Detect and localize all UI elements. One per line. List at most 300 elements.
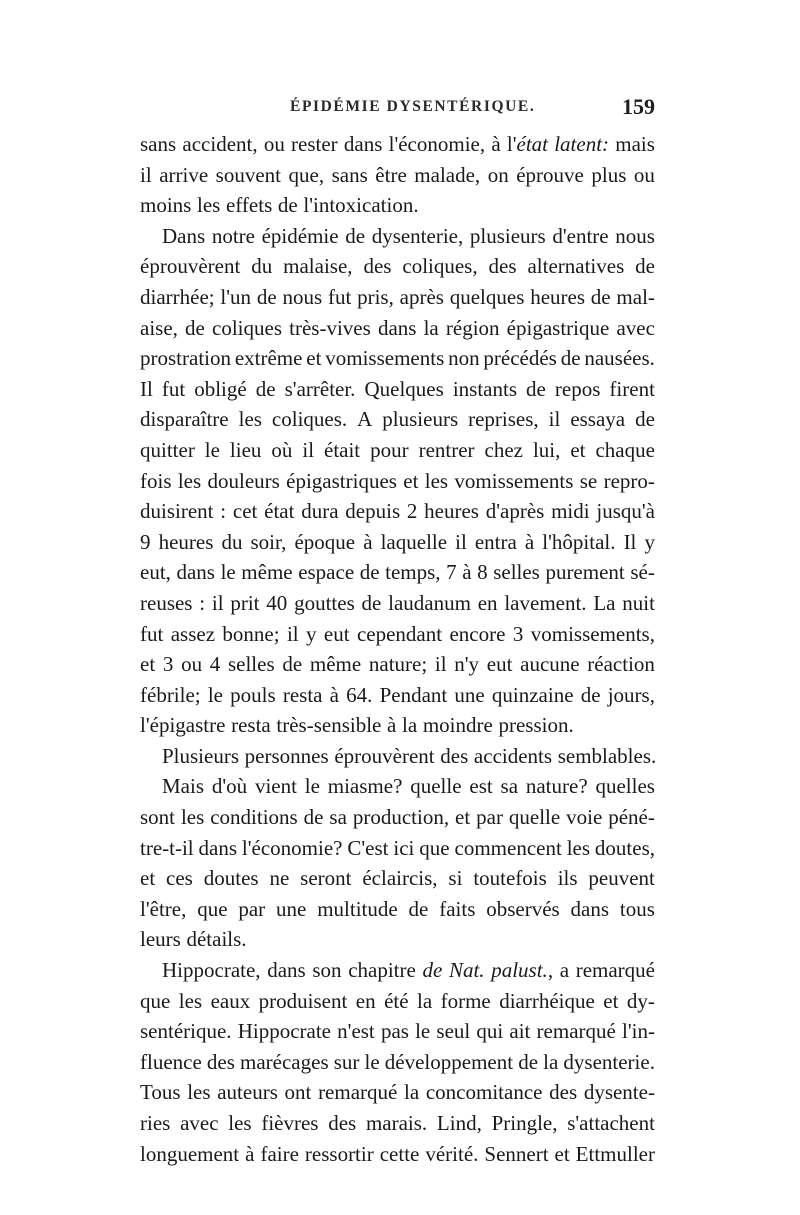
word: n'est	[337, 1019, 375, 1044]
word: nature?	[525, 774, 588, 799]
word: repos	[554, 376, 601, 401]
word: il	[286, 621, 299, 646]
word: moins	[140, 193, 192, 218]
word: de	[359, 560, 380, 585]
word: prit	[230, 590, 260, 615]
word: dans	[176, 560, 215, 585]
text-line	[140, 955, 655, 986]
word: marécages	[240, 1049, 329, 1074]
word: plusieurs	[469, 223, 546, 248]
word: dans	[343, 132, 383, 156]
word: fut	[327, 284, 352, 309]
word: ils	[557, 866, 578, 891]
word: duisirent	[140, 499, 214, 524]
word: dans	[570, 896, 610, 921]
word: qui	[476, 1019, 504, 1044]
word: il	[434, 652, 447, 677]
word: vomissements	[325, 346, 445, 371]
word: forme	[440, 988, 491, 1013]
word: dysenterie.	[563, 1049, 655, 1074]
word: d'où	[211, 774, 248, 799]
word: selles	[227, 652, 275, 677]
text-line	[140, 894, 655, 925]
word: vomissements	[454, 468, 574, 493]
text-line	[140, 435, 655, 466]
word: la	[404, 1080, 420, 1105]
word: l'épigastre	[140, 713, 226, 738]
word: sa	[500, 774, 519, 799]
word: malade,	[414, 162, 481, 187]
word: laquelle	[380, 529, 448, 554]
word: faits	[439, 896, 476, 921]
word: très-sensible	[276, 713, 382, 738]
word: de	[303, 805, 324, 830]
text-line	[140, 496, 655, 527]
word: sans	[140, 132, 177, 156]
word: longuement	[140, 1141, 240, 1166]
word: 40	[266, 590, 288, 615]
word: eut,	[140, 560, 171, 585]
word: il	[548, 407, 561, 432]
word: nausées.	[584, 346, 655, 371]
word: pouls	[230, 682, 276, 707]
word: les	[238, 407, 262, 432]
word: 3	[512, 621, 524, 646]
word: essaya	[570, 407, 626, 432]
word: se	[579, 468, 598, 493]
word: aucune	[520, 652, 580, 677]
word: purement	[545, 560, 625, 585]
text-line	[140, 557, 655, 588]
word: mais	[615, 132, 655, 156]
word: production,	[352, 805, 450, 830]
word: multitude	[317, 896, 398, 921]
word: détails.	[186, 927, 247, 952]
word: péné-	[608, 805, 655, 830]
word: extrême	[234, 346, 303, 371]
word: tous	[619, 896, 655, 921]
word: Il	[140, 376, 153, 401]
text-line	[140, 833, 655, 864]
word: éclaircis,	[362, 866, 438, 891]
word: rester	[291, 132, 338, 156]
word: le	[220, 560, 236, 585]
word: prostration	[140, 346, 231, 371]
word: dysenterie,	[371, 223, 464, 248]
word: personnes	[244, 743, 329, 768]
word: la	[423, 315, 439, 340]
word: :	[220, 499, 227, 524]
word: Plusieurs	[162, 743, 240, 768]
word: entra	[474, 529, 517, 554]
word: le	[204, 437, 220, 462]
word: ressortir	[304, 1141, 374, 1166]
word: précédés	[483, 346, 557, 371]
word: les	[178, 988, 203, 1013]
word: et	[554, 1141, 570, 1166]
word: alternatives	[527, 254, 625, 279]
word: resta	[231, 713, 271, 738]
word: avec	[180, 1111, 219, 1135]
word: le	[207, 682, 223, 707]
word: obligé	[194, 376, 247, 401]
word: encore	[449, 621, 506, 646]
word: que	[140, 988, 171, 1013]
word: marais.	[365, 1111, 428, 1135]
word: et	[570, 437, 586, 462]
word: ou	[181, 652, 203, 677]
word: à	[245, 1141, 255, 1166]
word: cette	[379, 1141, 420, 1166]
text-line	[140, 282, 655, 313]
word: eaux	[210, 988, 251, 1013]
word: quelle	[410, 774, 462, 799]
word: fut	[161, 376, 186, 401]
word: toutefois	[473, 866, 547, 891]
word: il	[140, 162, 152, 187]
word: fluence	[140, 1049, 202, 1074]
word: remarqué	[575, 958, 655, 983]
word: et	[306, 346, 322, 371]
word: les	[424, 468, 449, 493]
word: développement	[384, 1049, 514, 1074]
word: que	[419, 835, 450, 860]
word: La	[593, 590, 616, 615]
word: de	[408, 896, 429, 921]
word: de	[282, 652, 303, 677]
word: l'un	[220, 284, 252, 309]
word: nature;	[368, 652, 428, 677]
word: l'être,	[140, 896, 187, 921]
word: et	[403, 468, 419, 493]
word: les	[177, 468, 202, 493]
word: 9	[140, 529, 151, 554]
word: reprises,	[468, 407, 539, 432]
word: chaque	[595, 437, 655, 462]
word: et	[455, 805, 471, 830]
text-line	[140, 343, 655, 374]
word: du	[221, 529, 243, 554]
word: jours,	[607, 682, 655, 707]
text-line	[140, 924, 655, 955]
word: fièvres	[261, 1111, 319, 1135]
word: l'hôpital.	[542, 529, 616, 554]
word: de	[422, 958, 443, 983]
word: et	[140, 652, 156, 677]
text-line	[140, 1108, 655, 1139]
word: s'arrêter.	[284, 376, 356, 401]
word: Dans	[162, 223, 206, 248]
word: est	[469, 774, 493, 799]
word: même	[241, 560, 293, 585]
word: le	[415, 1019, 431, 1044]
word: sa	[329, 805, 347, 830]
word: éprouve	[516, 162, 584, 187]
word: il	[211, 590, 224, 615]
text-line	[140, 190, 655, 221]
word: le	[364, 1049, 380, 1074]
word: Mais	[162, 774, 204, 799]
word: Hippocrate,	[162, 958, 261, 983]
word: jusqu'à	[596, 499, 655, 524]
word: Quelques	[364, 376, 444, 401]
word: ries	[140, 1111, 171, 1135]
word: la	[417, 988, 433, 1013]
text-line	[140, 404, 655, 435]
word: dans	[267, 958, 306, 983]
word: soir,	[250, 529, 287, 554]
text-line	[140, 251, 655, 282]
word: que	[197, 896, 228, 921]
word: Tous	[140, 1080, 181, 1105]
word: s'attachent	[567, 1111, 655, 1135]
word: si	[448, 866, 463, 891]
word: et	[603, 988, 619, 1013]
word: dans	[377, 315, 417, 340]
word: la	[402, 713, 418, 738]
word: d'après	[485, 499, 545, 524]
word: eut	[486, 652, 513, 677]
text-line	[140, 221, 655, 252]
word: de	[635, 254, 655, 279]
word: sentérique.	[140, 1019, 232, 1044]
word: dysente-	[583, 1080, 655, 1105]
word: conditions	[210, 805, 298, 830]
word: à	[363, 529, 373, 554]
word: Nat.	[448, 958, 485, 983]
text-line	[140, 802, 655, 833]
word: accidents	[473, 743, 553, 768]
word: après	[399, 284, 444, 309]
word: on	[487, 162, 509, 187]
word: une	[454, 682, 485, 707]
word: de	[635, 407, 655, 432]
word: coliques	[212, 315, 282, 340]
word: à	[329, 682, 339, 707]
word: ait	[509, 1019, 531, 1044]
word: midi	[551, 499, 590, 524]
word: diarrhéique	[499, 988, 595, 1013]
word: firent	[609, 376, 655, 401]
word: des	[328, 1111, 357, 1135]
word: pour	[370, 437, 409, 462]
body-text	[140, 129, 655, 1169]
word: coliques,	[402, 254, 478, 279]
word: doutes,	[594, 835, 655, 860]
word: espace	[298, 560, 355, 585]
word: cependant	[356, 621, 443, 646]
word: cet	[232, 499, 258, 524]
word: en	[477, 590, 498, 615]
text-line	[140, 527, 655, 558]
word: de	[361, 590, 382, 615]
word: époque	[294, 529, 356, 554]
word: les	[197, 193, 221, 218]
word: vient	[254, 774, 297, 799]
word: temps,	[385, 560, 441, 585]
word: il	[455, 529, 467, 554]
word: 3	[162, 652, 174, 677]
page-header	[140, 96, 655, 122]
word: Sennert	[484, 1141, 549, 1166]
word: effets	[225, 193, 273, 218]
text-line	[140, 619, 655, 650]
text-line	[140, 741, 655, 772]
word: latent:	[554, 132, 610, 156]
word: de	[255, 376, 276, 401]
word: heures	[530, 284, 585, 309]
word: notre	[211, 223, 255, 248]
text-line	[140, 710, 655, 741]
word: lui,	[532, 437, 561, 462]
word: réaction	[587, 652, 655, 677]
text-line	[140, 1016, 655, 1047]
word: très-vives	[289, 315, 371, 340]
word: à	[387, 713, 397, 738]
word: Pringle,	[491, 1111, 558, 1135]
word: arrive	[159, 162, 209, 187]
word: des	[549, 1080, 578, 1105]
word: diarrhée;	[140, 284, 215, 309]
word: fut	[140, 621, 164, 646]
word: dans	[198, 835, 238, 860]
word: l'in-	[622, 1019, 655, 1044]
word: remarqué	[536, 1019, 616, 1044]
word: depuis	[345, 499, 401, 524]
word: les	[228, 1111, 252, 1135]
word: vérité.	[425, 1141, 479, 1166]
word: à	[524, 529, 535, 554]
word: épigastriques	[286, 468, 397, 493]
word: des	[488, 254, 517, 279]
word: laudanum	[388, 590, 471, 615]
text-line	[140, 1077, 655, 1108]
page-number: 159	[622, 94, 655, 119]
word: dura	[301, 499, 339, 524]
word: les	[187, 1080, 211, 1105]
running-title: ÉPIDÉMIE DYSENTÉRIQUE.	[290, 98, 536, 115]
word: que,	[288, 162, 325, 187]
word: Pendant	[379, 682, 448, 707]
word: instants	[452, 376, 517, 401]
word: de	[580, 682, 601, 707]
word: leurs	[140, 927, 181, 952]
text-line	[140, 1139, 655, 1170]
word: et	[140, 866, 156, 891]
word: de	[256, 284, 277, 309]
word: bonne;	[222, 621, 280, 646]
word: malaise,	[283, 254, 353, 279]
text-line	[140, 160, 655, 191]
word: éprouvèrent	[140, 254, 241, 279]
word: souvent	[215, 162, 281, 187]
text-line	[140, 649, 655, 680]
word: Il	[623, 529, 637, 554]
word: de	[590, 284, 611, 309]
word: C'est	[347, 835, 389, 860]
word: y	[306, 621, 317, 646]
word: avec	[616, 315, 655, 340]
word: quitter	[140, 437, 195, 462]
word: tre-t-il	[140, 835, 194, 860]
word: commencent	[454, 835, 562, 860]
word: produisent	[258, 988, 348, 1013]
word: heures	[424, 499, 479, 524]
word: y	[644, 529, 655, 554]
word: disparaître	[140, 407, 229, 432]
word: lavement.	[504, 590, 587, 615]
word: sans	[331, 162, 368, 187]
word: sur	[333, 1049, 360, 1074]
word: semblables.	[557, 743, 657, 768]
word: il	[302, 437, 315, 462]
word: faire	[260, 1141, 299, 1166]
word: son	[312, 958, 342, 983]
word: une	[276, 896, 307, 921]
word: les	[566, 835, 591, 860]
word: quelles	[595, 774, 655, 799]
word: à	[462, 560, 472, 585]
word: nuit	[622, 590, 655, 615]
word: 8	[477, 560, 488, 585]
word: reuses	[140, 590, 193, 615]
word: quinzaine	[491, 682, 574, 707]
word: de	[277, 193, 298, 218]
word: a	[559, 958, 570, 983]
word: aise,	[140, 315, 178, 340]
word: du	[251, 254, 273, 279]
word: ou	[263, 132, 285, 156]
word: observés	[486, 896, 560, 921]
word: 2	[406, 499, 418, 524]
word: coliques.	[271, 407, 348, 432]
word: de	[345, 223, 366, 248]
word: d'entre	[552, 223, 609, 248]
word: sont	[140, 805, 176, 830]
word: même	[309, 652, 362, 677]
word: été	[384, 988, 409, 1013]
word: ne	[269, 866, 290, 891]
word: Hippocrate	[237, 1019, 331, 1044]
word: de	[526, 376, 546, 401]
word: en	[355, 988, 376, 1013]
word: des	[363, 254, 392, 279]
word: vomissements,	[530, 621, 655, 646]
word: à	[491, 132, 501, 156]
word: nous	[282, 284, 323, 309]
word: plus	[591, 162, 627, 187]
word: l'économie?	[241, 835, 343, 860]
word: moindre	[422, 713, 493, 738]
word: Ettmuller	[575, 1141, 655, 1166]
word: les	[180, 805, 205, 830]
text-line	[140, 771, 655, 802]
word: 7	[446, 560, 457, 585]
word: seul	[436, 1019, 471, 1044]
word: la	[543, 1049, 559, 1074]
word: l'économie,	[388, 132, 486, 156]
word: douleurs	[207, 468, 280, 493]
word: fois	[140, 468, 172, 493]
word: A	[357, 407, 373, 432]
word: accident,	[182, 132, 258, 156]
word: non	[448, 346, 480, 371]
text-line	[140, 466, 655, 497]
word: être	[375, 162, 407, 187]
word: n'y	[454, 652, 480, 677]
word: épigastrique	[506, 315, 610, 340]
word: selles	[493, 560, 540, 585]
